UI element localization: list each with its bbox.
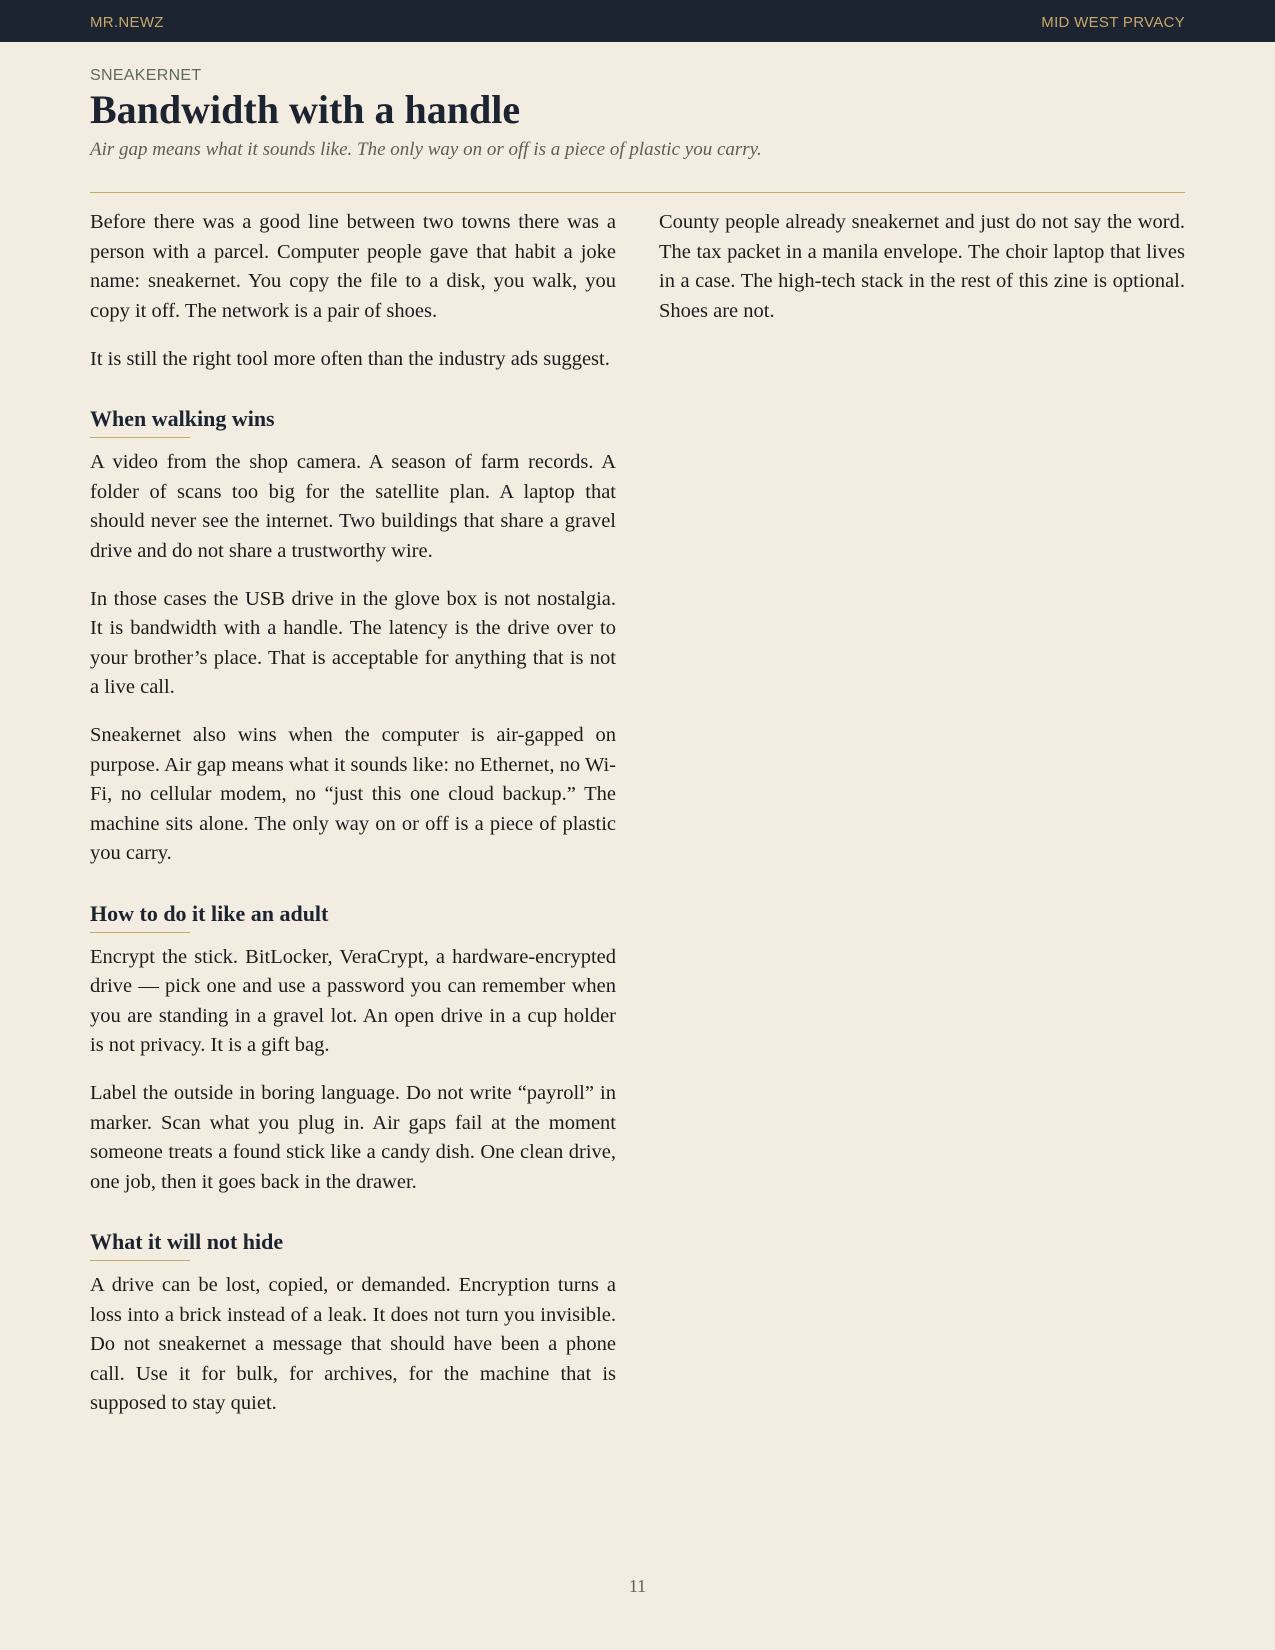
body-paragraph: It is still the right tool more often than the industry ads suggest. [90, 347, 610, 370]
body-paragraph: Label the outside in boring language. Do not write “payroll” in marker. Scan what you plug in. Air gaps fail at the moment someone treats a found stick like a candy dish. One clean drive, one job, then it goes back in the drawer. [90, 1082, 616, 1193]
body-paragraph: County people already sneakernet and just do not say the word. The tax packet in a manila envelope. The choir laptop that lives in a case. The high-tech stack in the rest of this zine is optional. Shoes are not. [659, 211, 1185, 322]
title-divider [90, 192, 1185, 193]
section-heading: How to do it like an adult [90, 900, 329, 926]
article-kicker: SNEAKERNET [90, 67, 202, 84]
publication-name: MR.NEWZ [90, 14, 164, 31]
article-deck: Air gap means what it sounds like. The only way on or off is a piece of plastic you carry. [90, 139, 762, 160]
body-paragraph: Encrypt the stick. BitLocker, VeraCrypt, a hardware-encrypted drive — pick one and use a password you can remember when you are standing in a gravel lot. An open drive in a cup holder is not privacy. It is a gift bag. [90, 945, 616, 1056]
section-heading-underline [90, 932, 190, 933]
section-heading-underline [90, 1260, 190, 1261]
article-column-left [90, 208, 616, 1437]
section-heading: What it will not hide [90, 1229, 284, 1254]
body-paragraph: In those cases the USB drive in the glove box is not nostalgia. It is bandwidth with a handle. The latency is the drive over to your brother’s place. That is acceptable for anything that is not a live call. [90, 587, 616, 698]
article-title: Bandwidth with a handle [90, 87, 521, 132]
body-paragraph: Sneakernet also wins when the computer is air-gapped on purpose. Air gap means what it sounds like: no Ethernet, no Wi-Fi, no cellular modem, no “just this one cloud backup.” The machine sits alone. The only way on or off is a piece of plastic you carry. [90, 724, 616, 864]
body-paragraph: A drive can be lost, copied, or demanded. Encryption turns a loss into a brick instead of a leak. It does not turn you invisible. Do not sneakernet a message that should have been a phone call. Use it for bulk, for archives, for the machine that is supposed to stay quiet. [90, 1274, 616, 1414]
body-paragraph: Before there was a good line between two towns there was a person with a parcel. Computer people gave that habit a joke name: sneakernet. You copy the file to a disk, you walk, you copy it off. The network is a pair of shoes. [90, 211, 616, 322]
body-paragraph: A video from the shop camera. A season of farm records. A folder of scans too big for the satellite plan. A laptop that should never see the internet. Two buildings that share a gravel drive and do not share a trustworthy wire. [90, 451, 616, 562]
top-bar [0, 0, 1275, 42]
section-heading-underline [90, 437, 190, 438]
section-heading: When walking wins [90, 406, 275, 431]
section-name: MID WEST PRVACY [1041, 14, 1185, 31]
article-column-right [659, 208, 1185, 345]
page-number: 11 [628, 1576, 647, 1596]
